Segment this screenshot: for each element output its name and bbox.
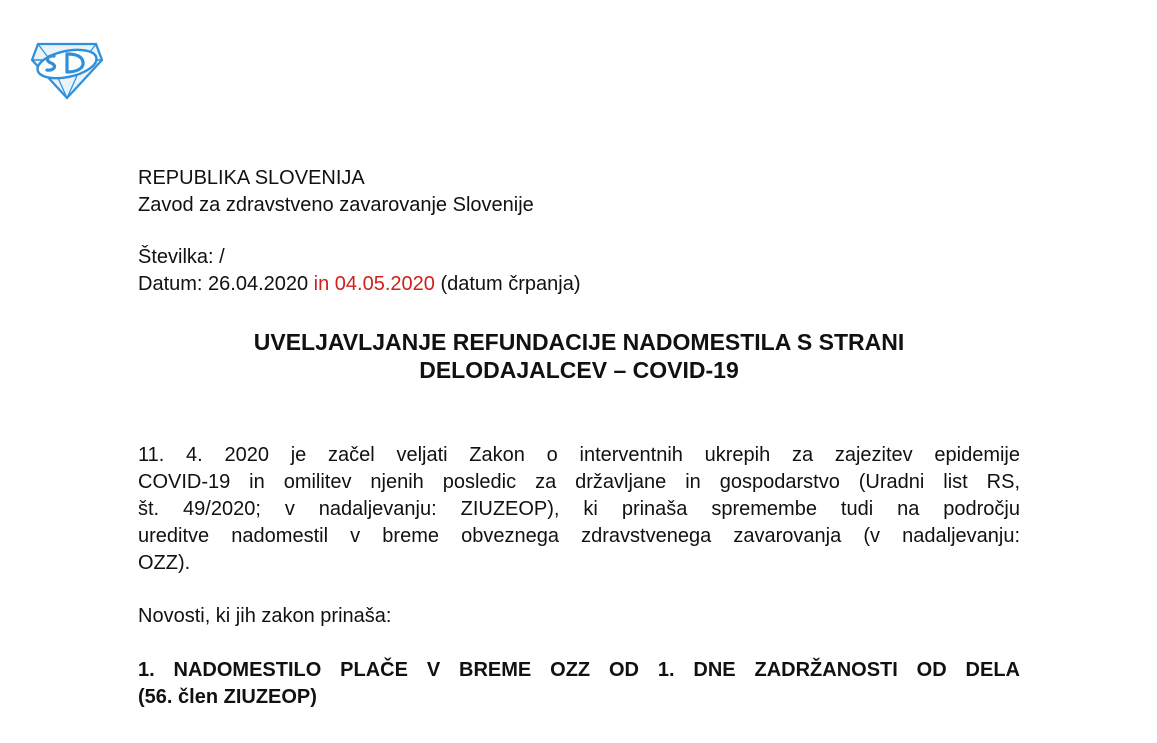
intro-line: COVID-19 in omilitev njenih posledic za državljane in gospodarstvo (Uradni list RS,	[138, 471, 1020, 493]
intro-line: OZZ).	[138, 552, 191, 574]
section-1-line-1	[138, 657, 1020, 684]
title-line-1: UVELJAVLJANJE REFUNDACIJE NADOMESTILA S STRANI	[253, 329, 905, 355]
intro-paragraph	[138, 442, 1020, 577]
section-1-line-2: (56. člen ZIUZEOP)	[138, 686, 317, 708]
novosti-paragraph	[138, 603, 1020, 630]
intro-line: ureditve nadomestil v breme obveznega zdravstvenega zavarovanja (v nadaljevanju:	[138, 525, 1020, 547]
intro-line: št. 49/2020; v nadaljevanju: ZIUZEOP), ki prinaša spremembe tudi na področju	[138, 498, 1020, 520]
organization-name: REPUBLIKA SLOVENIJA	[138, 167, 365, 189]
novosti-text: Novosti, ki jih zakon prinaša:	[138, 605, 392, 627]
section-1-text: 1. NADOMESTILO PLAČE V BREME OZZ OD 1. DNE ZADRŽANOSTI OD DELA	[138, 659, 1020, 681]
document-title	[138, 328, 1020, 384]
header-block	[138, 165, 1020, 219]
date-main: Datum: 26.04.2020	[138, 273, 309, 295]
institute-name: Zavod za zdravstveno zavarovanje Slovenije	[138, 194, 534, 216]
date-updated: in 04.05.2020	[308, 273, 435, 295]
reference-block	[138, 244, 1020, 298]
document-number: Številka: /	[138, 246, 225, 268]
date-note: (datum črpanja)	[434, 273, 581, 295]
title-line-2: DELODAJALCEV – COVID-19	[419, 357, 739, 383]
intro-line: 11. 4. 2020 je začel veljati Zakon o interventnih ukrepih za zajezitev epidemije	[138, 444, 1020, 466]
document-date	[138, 271, 1020, 298]
zzzs-diamond-logo-icon	[30, 40, 104, 100]
section-1-heading	[138, 657, 1020, 711]
